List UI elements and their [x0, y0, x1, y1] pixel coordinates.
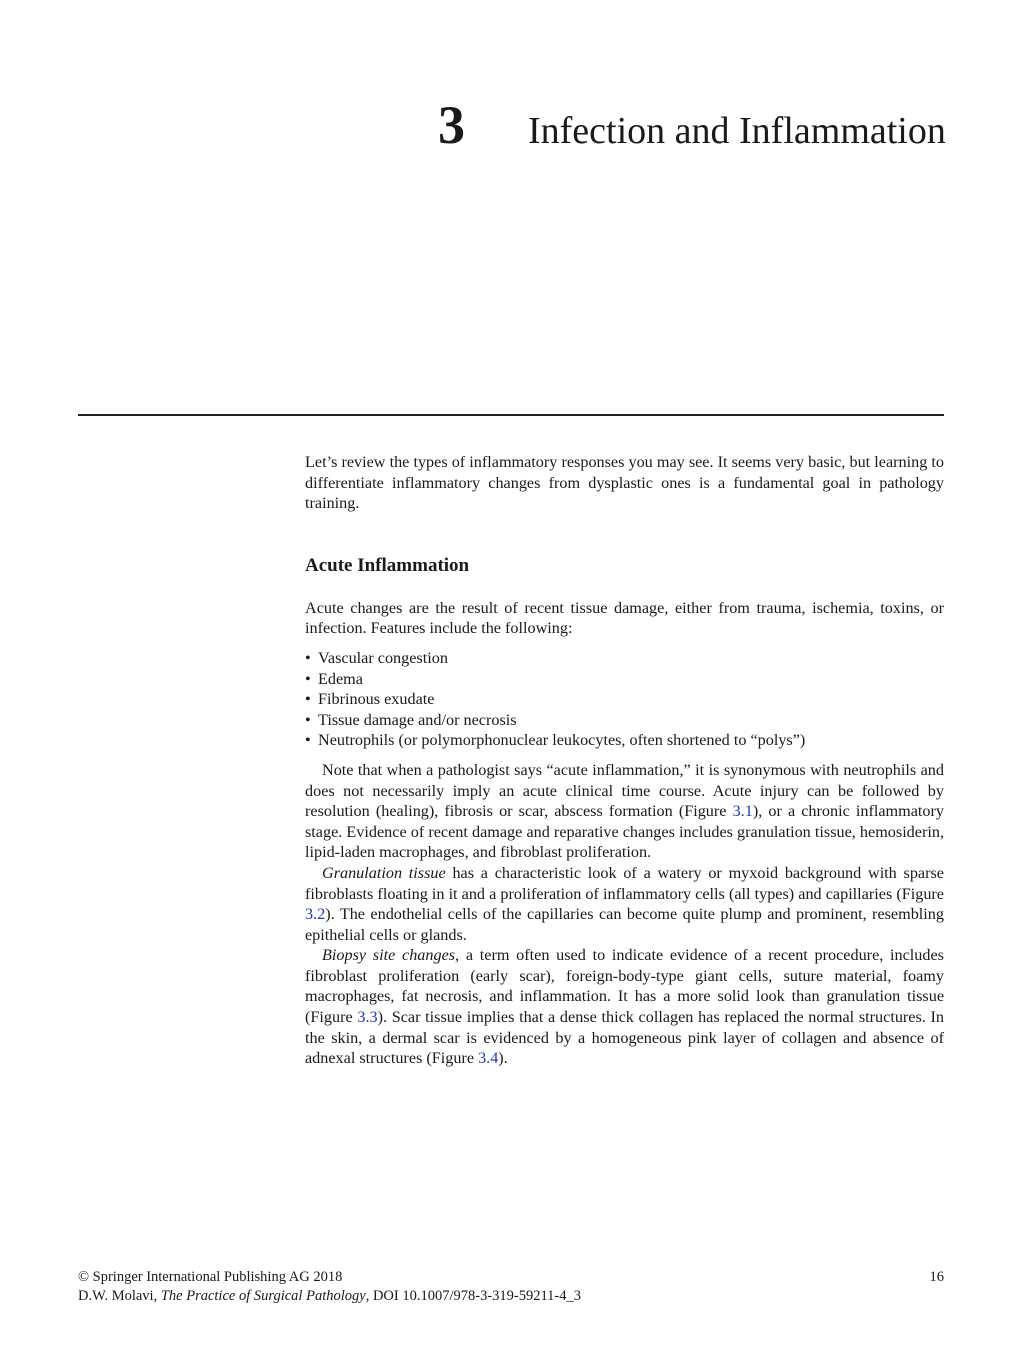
section-lead-paragraph: Acute changes are the result of recent tissue damage, either from trauma, ischemia, toxins, or infection. Features include the following: — [305, 598, 944, 638]
list-item-text: Neutrophils (or polymorphonuclear leukocytes, often shortened to “polys”) — [318, 731, 806, 750]
bullet-icon: • — [305, 710, 311, 729]
list-item — [305, 648, 944, 669]
chapter-title: Infection and Inflammation — [528, 110, 946, 152]
list-item — [305, 669, 944, 690]
citation-line: D.W. Molavi, The Practice of Surgical Pathology, DOI 10.1007/978-3-319-59211-4_3 — [78, 1288, 582, 1304]
body-column — [305, 452, 944, 1069]
term-granulation-tissue: Granulation tissue — [322, 863, 446, 882]
figure-link[interactable]: 3.4 — [478, 1049, 499, 1068]
figure-link[interactable]: 3.3 — [357, 1008, 378, 1027]
chapter-rule — [78, 414, 944, 416]
list-item — [305, 689, 944, 710]
paragraph-granulation-tissue: Granulation tissue has a characteristic look of a watery or myxoid background with sparse fibroblasts floating in it and a proliferation of inflammatory cells (all types) and capillaries (Figure 3.2). The endothelial cells of the capillaries can become quite plump and prominent, resembling epithelial cells or glands. — [305, 863, 944, 944]
bullet-icon: • — [305, 731, 311, 750]
list-item-text: Fibrinous exudate — [318, 690, 435, 709]
feature-list — [305, 648, 944, 751]
book-title: The Practice of Surgical Pathology — [160, 1288, 366, 1304]
section-heading: Acute Inflammation — [305, 554, 470, 576]
bullet-icon: • — [305, 669, 311, 688]
figure-link[interactable]: 3.2 — [305, 905, 326, 924]
list-item — [305, 710, 944, 731]
intro-paragraph: Let’s review the types of inflammatory responses you may see. It seems very basic, but learning to differentiate inflammatory changes from dysplastic ones is a fundamental goal in pathology training. — [305, 453, 944, 513]
chapter-number: 3 — [438, 95, 465, 155]
paragraph-biopsy-site-changes: Biopsy site changes, a term often used to indicate evidence of a recent procedure, includes fibroblast proliferation (early scar), foreign-body-type giant cells, suture material, foamy macrophages, fat necrosis, and inflammation. It has a more solid look than granulation tissue (Figure 3.3). Scar tissue implies that a dense thick collagen has replaced the normal structures. In the skin, a dermal scar is evidenced by a homogeneous pink layer of collagen and absence of adnexal structures (Figure 3.4). — [305, 946, 945, 1068]
copyright-line: © Springer International Publishing AG 2018 — [78, 1269, 343, 1285]
figure-link[interactable]: 3.1 — [732, 802, 753, 821]
term-biopsy-site-changes: Biopsy site changes, — [322, 946, 460, 965]
list-item — [305, 730, 944, 751]
list-item-text: Vascular congestion — [318, 648, 448, 667]
list-item-text: Edema — [318, 669, 363, 688]
bullet-icon: • — [305, 690, 311, 709]
bullet-icon: • — [305, 648, 311, 667]
list-item-text: Tissue damage and/or necrosis — [318, 710, 517, 729]
page-number: 16 — [929, 1269, 944, 1285]
paragraph-acute-meaning: Note that when a pathologist says “acute inflammation,” it is synonymous with neutrophils and does not necessarily imply an acute clinical time course. Acute injury can be followed by resolution (healing), fibrosis or scar, abscess formation (Figure 3.1), or a chronic inflammatory stage. Evidence of recent damage and reparative changes includes granulation tissue, hemosiderin, lipid-laden macrophages, and fibroblast proliferation. — [305, 760, 944, 862]
footer-citation — [78, 1268, 581, 1306]
